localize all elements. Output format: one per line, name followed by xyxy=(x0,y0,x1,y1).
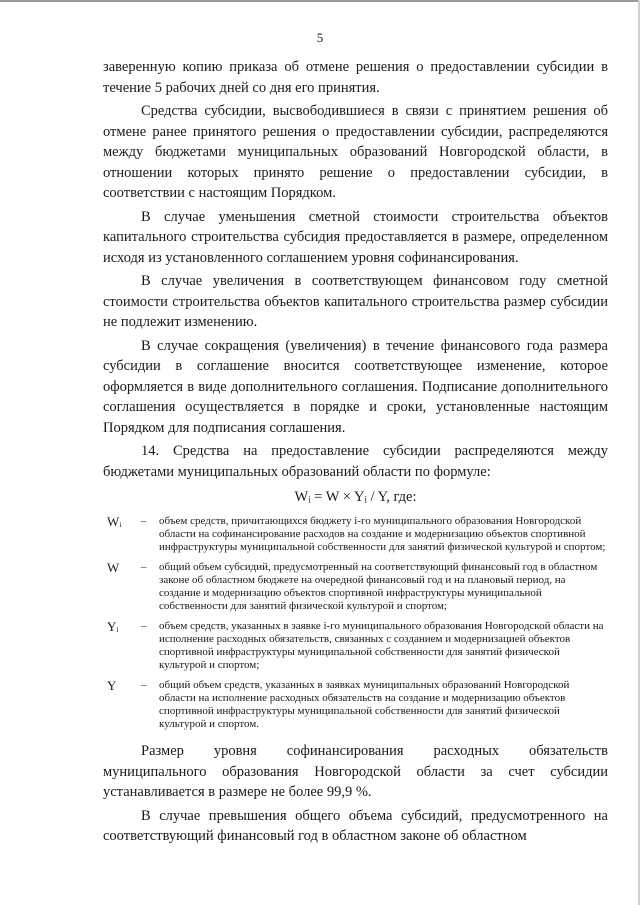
paragraph-3: В случае уменьшения сметной стоимости строительства объектов капитального строительства субсидия предоставляется в размере, определенном исходя из установленного соглашением уровня софинансирования. xyxy=(103,208,608,266)
legend-definition: объем средств, причитающихся бюджету i-го муниципального образования Новгородской области на софинансирование расходов на создание и модернизацию объектов спортивной инфраструктуры муниципальной собственности для занятий физической культурой и спортом; xyxy=(159,515,606,553)
paragraph-5: В случае сокращения (увеличения) в течение финансового года размера субсидии в соглашение вносится соответствующее изменение, которое оформляется в виде дополнительного соглашения. Подписание дополнительного соглашения осуществляется в порядке и сроки, установленные настоящим Порядком для подписания соглашения. xyxy=(103,337,608,436)
legend-definition: общий объем субсидий, предусмотренный на соответствующий финансовый год в областном законе об областном бюджете на очередной финансовый год и на плановый период, на создание и модернизацию объектов спортивной инфраструктуры муниципальной собственности для занятий физической культурой и спортом; xyxy=(159,561,598,612)
legend-symbol: Wᵢ xyxy=(107,514,122,529)
legend-row-wi xyxy=(103,515,608,554)
legend-dash: – xyxy=(141,620,147,632)
legend-dash: – xyxy=(141,561,147,573)
legend-symbol: W xyxy=(107,560,120,575)
paragraph-6: 14. Средства на предоставление субсидии распределяются между бюджетами муниципальных образований области по формуле: xyxy=(103,443,608,480)
paragraph-2: Средства субсидии, высвободившиеся в связи с принятием решения об отмене ранее принятого решения о предоставлении субсидии, распределяются между бюджетами муниципальных образований Новгородской области, в отношении которых принято решение о предоставлении субсидии, в соответствии с настоящим Порядком. xyxy=(103,103,608,201)
formula: Wᵢ = W × Yᵢ / Y, где: xyxy=(294,489,417,505)
legend-definition: общий объем средств, указанных в заявках муниципальных образований Новгородской области на исполнение расходных обязательств на создание и модернизацию объектов спортивной инфраструктуры муниципальной собственности для занятий физической культурой и спортом. xyxy=(159,679,570,730)
paragraph-4: В случае увеличения в соответствующем финансовом году сметной стоимости строительства объектов капитального строительства размер субсидии не подлежит изменению. xyxy=(103,273,608,330)
legend-symbol: Y xyxy=(107,678,117,693)
document-body xyxy=(103,57,608,850)
page-number: 5 xyxy=(316,30,324,45)
paragraph-1: заверенную копию приказа об отмене решения о предоставлении субсидии в течение 5 рабочих дней со дня его принятия. xyxy=(103,59,608,96)
paragraph-7: Размер уровня софинансирования расходных обязательств муниципального образования Новгородской области за счет субсидии устанавливается в размере не более 99,9 %. xyxy=(103,743,608,800)
legend-row-y xyxy=(103,679,608,731)
legend-row-yi xyxy=(103,620,608,672)
legend-dash: – xyxy=(141,515,147,527)
legend-definition: объем средств, указанных в заявке i-го муниципального образования Новгородской области на исполнение расходных обязательств, связанных с созданием и модернизацией объектов спортивной инфраструктуры муниципальной собственности для занятий физической культурой и спортом; xyxy=(159,620,604,671)
scan-edge-top xyxy=(0,0,640,2)
legend-row-w xyxy=(103,561,608,613)
legend-symbol: Yᵢ xyxy=(107,619,119,634)
paragraph-8: В случае превышения общего объема субсидий, предусмотренного на соответствующий финансовый год в областном законе об областном xyxy=(103,807,608,844)
formula-legend xyxy=(103,515,608,731)
legend-dash: – xyxy=(141,679,147,691)
